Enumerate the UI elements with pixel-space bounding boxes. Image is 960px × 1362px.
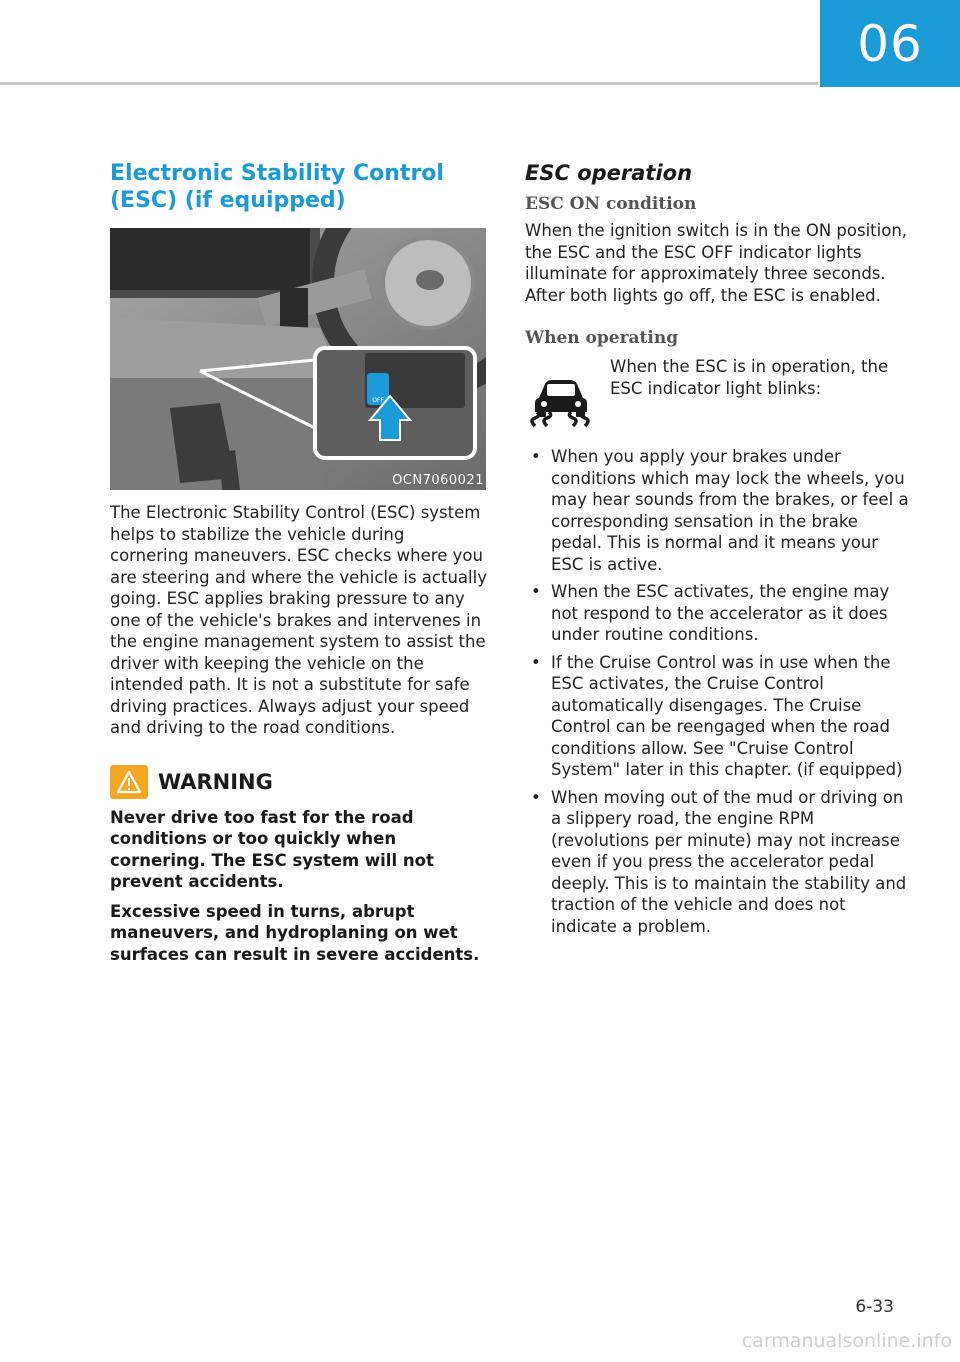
bullet-item: • If the Cruise Control was in use when the ESC activates, the Cruise Control automatically disengages. The Cruise Control can be reengaged when the road conditions allow. See "Cruise Control System" later in this chapter. (if equipped) [525,652,910,781]
operation-title: ESC operation [525,161,693,185]
bullet-item: • When you apply your brakes under conditions which may lock the wheels, you may hear sounds from the brakes, or feel a corresponding sensation in the brake pedal. This is normal and it means your ESC is active. [525,446,910,575]
when-operating-title: When operating [525,328,679,348]
switch-off-label: OFF [372,397,384,404]
dashboard-figure [110,228,486,490]
on-condition-text: When the ignition switch is in the ON position, the ESC and the ESC OFF indicator lights illuminate for approximately three seconds. After both lights go off, the ESC is enabled. [525,221,908,305]
warning-text-1: Never drive too fast for the road conditions or too quickly when cornering. The ESC system will not prevent accidents. [110,807,434,891]
warning-header [110,765,488,799]
watermark: carmanualsonline.info [741,1330,952,1352]
esc-indicator-row [525,356,910,428]
page-number: 6-33 [855,1297,894,1317]
operation-bullets [525,446,910,937]
header-rule [0,82,818,85]
when-operating-text: When the ESC is in operation, the ESC indicator light blinks: [610,357,889,398]
on-condition-title: ESC ON condition [525,194,697,214]
section-title: Electronic Stability Control (ESC) (if equipped) [110,161,444,213]
right-column [525,160,910,943]
bullet-item: • When moving out of the mud or driving on a slippery road, the engine RPM (revolutions per minute) may not increase even if you press the accelerator pedal deeply. This is to maintain the stability and traction of the vehicle and does not indicate a problem. [525,787,910,938]
dashboard-illustration [110,228,486,490]
esc-indicator-icon [525,368,595,428]
left-column [110,160,488,965]
warning-label: WARNING [158,769,273,794]
bullet-item: • When the ESC activates, the engine may not respond to the accelerator as it does under routine conditions. [525,581,910,646]
figure-code: OCN7060021 [392,473,484,488]
warning-text-2: Excessive speed in turns, abrupt maneuvers, and hydroplaning on wet surfaces can result in severe accidents. [110,901,480,964]
intro-paragraph: The Electronic Stability Control (ESC) system helps to stabilize the vehicle during cornering maneuvers. ESC checks where you are steering and where the vehicle is actually going. ESC applies braking pressure to any one of the vehicle's brakes and intervenes in the engine management system to assist the driver with keeping the vehicle on the intended path. It is not a substitute for safe driving practices. Always adjust your speed and driving to the road conditions. [110,503,487,737]
warning-triangle-icon [110,765,148,799]
chapter-tab: 06 [820,0,960,87]
